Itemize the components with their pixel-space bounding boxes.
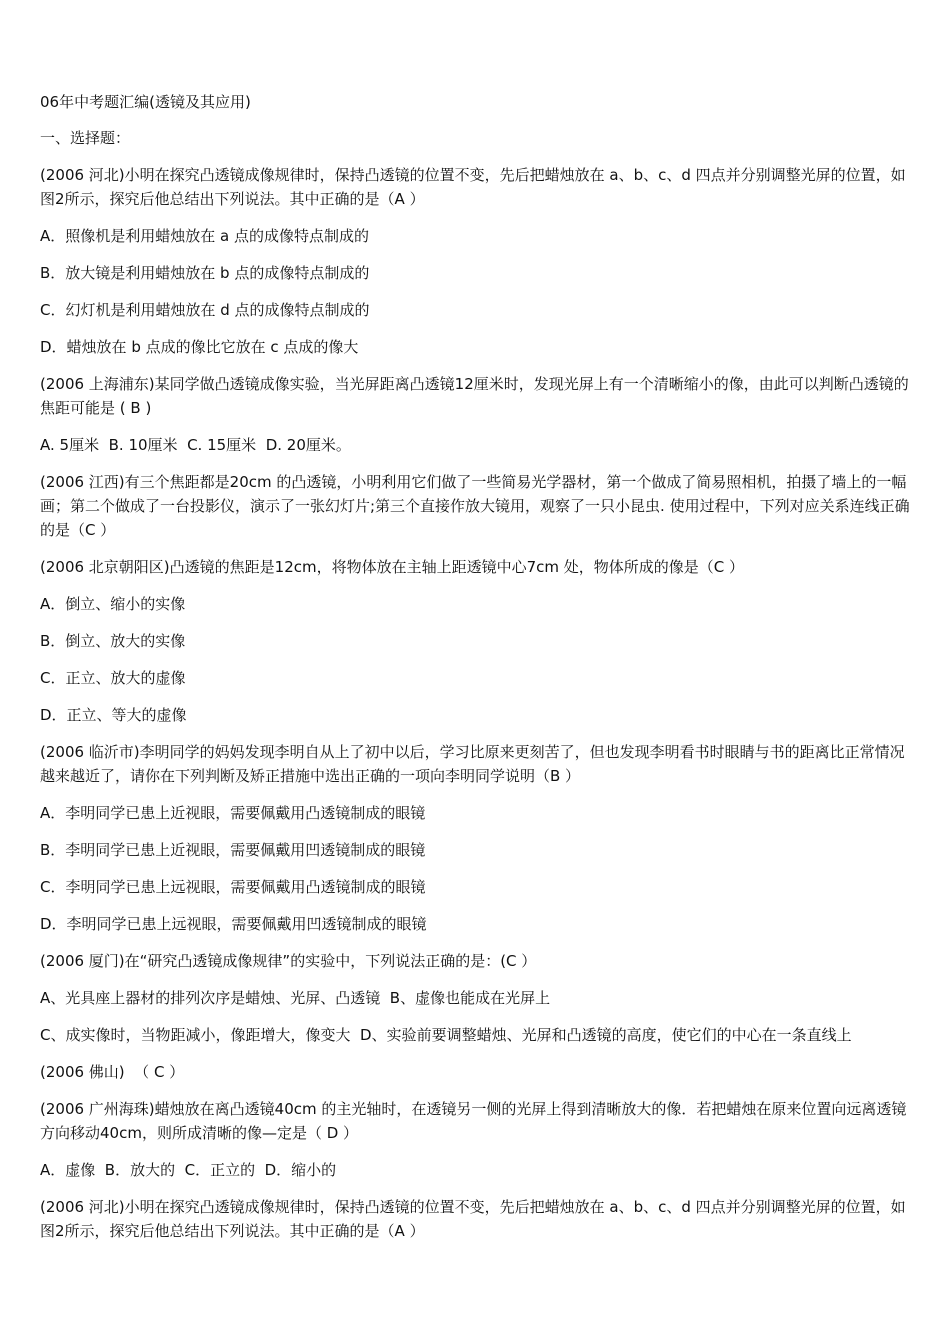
text-line: D．蜡烛放在 b 点成的像比它放在 c 点成的像大 xyxy=(40,338,359,356)
text-line: (2006 广州海珠)蜡烛放在离凸透镜40cm 的主光轴时，在透镜另一侧的光屏上得到清晰放大的像．若把蜡烛在原来位置向远离透镜方向移动40cm，则所成清晰的像—定是（ D ） xyxy=(40,1100,907,1142)
text-line: D．李明同学已患上远视眼，需要佩戴用凹透镜制成的眼镜 xyxy=(40,915,427,933)
document-title: 06年中考题汇编(透镜及其应用) xyxy=(40,93,251,111)
text-line: C．幻灯机是利用蜡烛放在 d 点的成像特点制成的 xyxy=(40,301,370,319)
text-line: B．放大镜是利用蜡烛放在 b 点的成像特点制成的 xyxy=(40,264,370,282)
text-line: B．李明同学已患上近视眼，需要佩戴用凹透镜制成的眼镜 xyxy=(40,841,426,859)
text-line: A．照像机是利用蜡烛放在 a 点的成像特点制成的 xyxy=(40,227,369,245)
section-heading: 一、选择题： xyxy=(40,129,131,147)
text-line: (2006 上海浦东)某同学做凸透镜成像实验，当光屏距离凸透镜12厘米时，发现光屏上有一个清晰缩小的像，由此可以判断凸透镜的焦距可能是 ( B ) xyxy=(40,375,909,417)
text-line: (2006 北京朝阳区)凸透镜的焦距是12cm，将物体放在主轴上距透镜中心7cm 处，物体所成的像是（C ） xyxy=(40,558,745,576)
text-line: B．倒立、放大的实像 xyxy=(40,632,186,650)
text-line: C．正立、放大的虚像 xyxy=(40,669,186,687)
text-line: A．倒立、缩小的实像 xyxy=(40,595,186,613)
text-line: A．李明同学已患上近视眼，需要佩戴用凸透镜制成的眼镜 xyxy=(40,804,426,822)
text-line: A．虚像 B．放大的 C．正立的 D．缩小的 xyxy=(40,1161,337,1179)
text-line: C、成实像时，当物距减小，像距增大，像变大 D、实验前要调整蜡烛、光屏和凸透镜的高度，使它们的中心在一条直线上 xyxy=(40,1026,852,1044)
question-list xyxy=(40,163,916,1243)
text-line: (2006 临沂市)李明同学的妈妈发现李明自从上了初中以后，学习比原来更刻苦了，但也发现李明看书时眼睛与书的距离比正常情况越来越近了，请你在下列判断及矫正措施中选出正确的一项向李明同学说明（B ） xyxy=(40,743,905,785)
text-line: (2006 河北)小明在探究凸透镜成像规律时，保持凸透镜的位置不变，先后把蜡烛放在 a、b、c、d 四点并分别调整光屏的位置，如图2所示，探究后他总结出下列说法。其中正确的是（A ） xyxy=(40,166,906,208)
text-line: (2006 佛山) （ C ） xyxy=(40,1063,185,1081)
text-line: D．正立、等大的虚像 xyxy=(40,706,187,724)
document-page xyxy=(40,90,916,1256)
text-line: A. 5厘米 B. 10厘米 C. 15厘米 D. 20厘米。 xyxy=(40,436,351,454)
text-line: (2006 厦门)在“研究凸透镜成像规律”的实验中，下列说法正确的是：(C ） xyxy=(40,952,537,970)
text-line: C．李明同学已患上远视眼，需要佩戴用凸透镜制成的眼镜 xyxy=(40,878,426,896)
text-line: A、光具座上器材的排列次序是蜡烛、光屏、凸透镜 B、虚像也能成在光屏上 xyxy=(40,989,551,1007)
text-line: (2006 江西)有三个焦距都是20cm 的凸透镜，小明利用它们做了一些简易光学器材，第一个做成了简易照相机，拍摄了墙上的一幅画；第二个做成了一台投影仪，演示了一张幻灯片;第三个直接作放大镜用，观察了一只小昆虫. 使用过程中，下列对应关系连线正确的是（C ） xyxy=(40,473,910,539)
text-line: (2006 河北)小明在探究凸透镜成像规律时，保持凸透镜的位置不变，先后把蜡烛放在 a、b、c、d 四点并分别调整光屏的位置，如图2所示，探究后他总结出下列说法。其中正确的是（A ） xyxy=(40,1198,906,1240)
